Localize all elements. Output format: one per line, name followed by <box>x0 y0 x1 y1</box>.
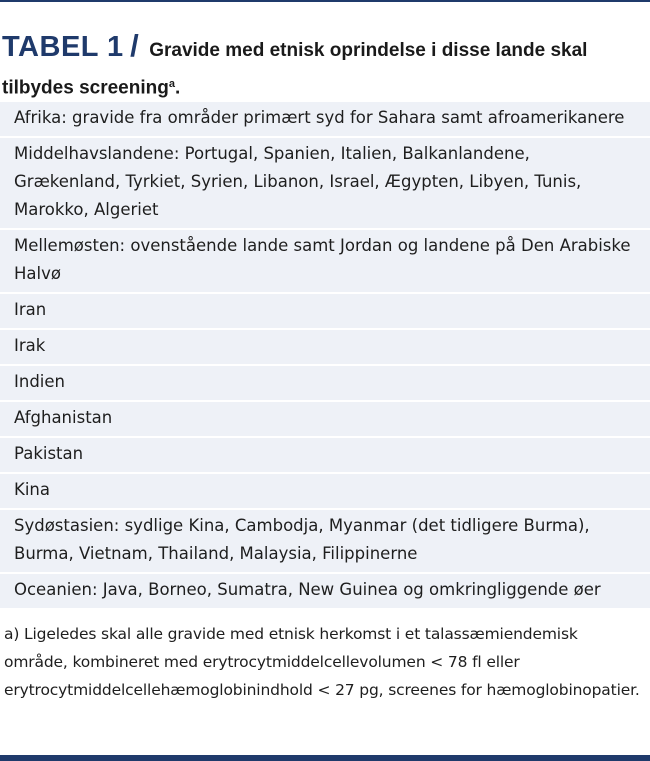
table-row: Sydøstasien: sydlige Kina, Cambodja, Myanmar (det tidligere Burma), Burma, Vietnam, Thailand, Malaysia, Filippinerne <box>0 510 650 574</box>
table-number: TABEL 1 <box>2 31 124 63</box>
table-row: Afghanistan <box>0 402 650 438</box>
table-row: Kina <box>0 474 650 510</box>
table-footnote: a) Ligeledes skal alle gravide med etnisk herkomst i et talassæmiendemisk område, kombineret med erytrocytmiddelcellevolumen < 78 fl eller erytrocytmiddelcellehæmoglobinindhold < 27 pg, screenes for hæmoglobinopatier. <box>4 625 640 699</box>
title-slash: / <box>130 28 139 63</box>
title-superscript: a <box>168 78 175 90</box>
table-row: Pakistan <box>0 438 650 474</box>
table-row: Irak <box>0 330 650 366</box>
table-title-line1: Gravide med etnisk oprindelse i disse lande skal <box>149 40 588 61</box>
table-row: Indien <box>0 366 650 402</box>
bottom-rule <box>0 755 650 761</box>
title-period: . <box>174 77 181 99</box>
table-row: Middelhavslandene: Portugal, Spanien, Italien, Balkanlandene, Grækenland, Tyrkiet, Syrien, Libanon, Israel, Ægypten, Libyen, Tunis, Marokko, Algeriet <box>0 138 650 230</box>
table-row: Mellemøsten: ovenstående lande samt Jordan og landene på Den Arabiske Halvø <box>0 230 650 294</box>
table-caption <box>0 2 650 99</box>
table-row: Iran <box>0 294 650 330</box>
table-title-line2: tilbydes screening <box>2 77 169 99</box>
country-table <box>0 102 650 608</box>
table-row: Oceanien: Java, Borneo, Sumatra, New Guinea og omkringliggende øer <box>14 580 601 599</box>
table-row: Afrika: gravide fra områder primært syd for Sahara samt afroamerikanere <box>0 102 650 138</box>
